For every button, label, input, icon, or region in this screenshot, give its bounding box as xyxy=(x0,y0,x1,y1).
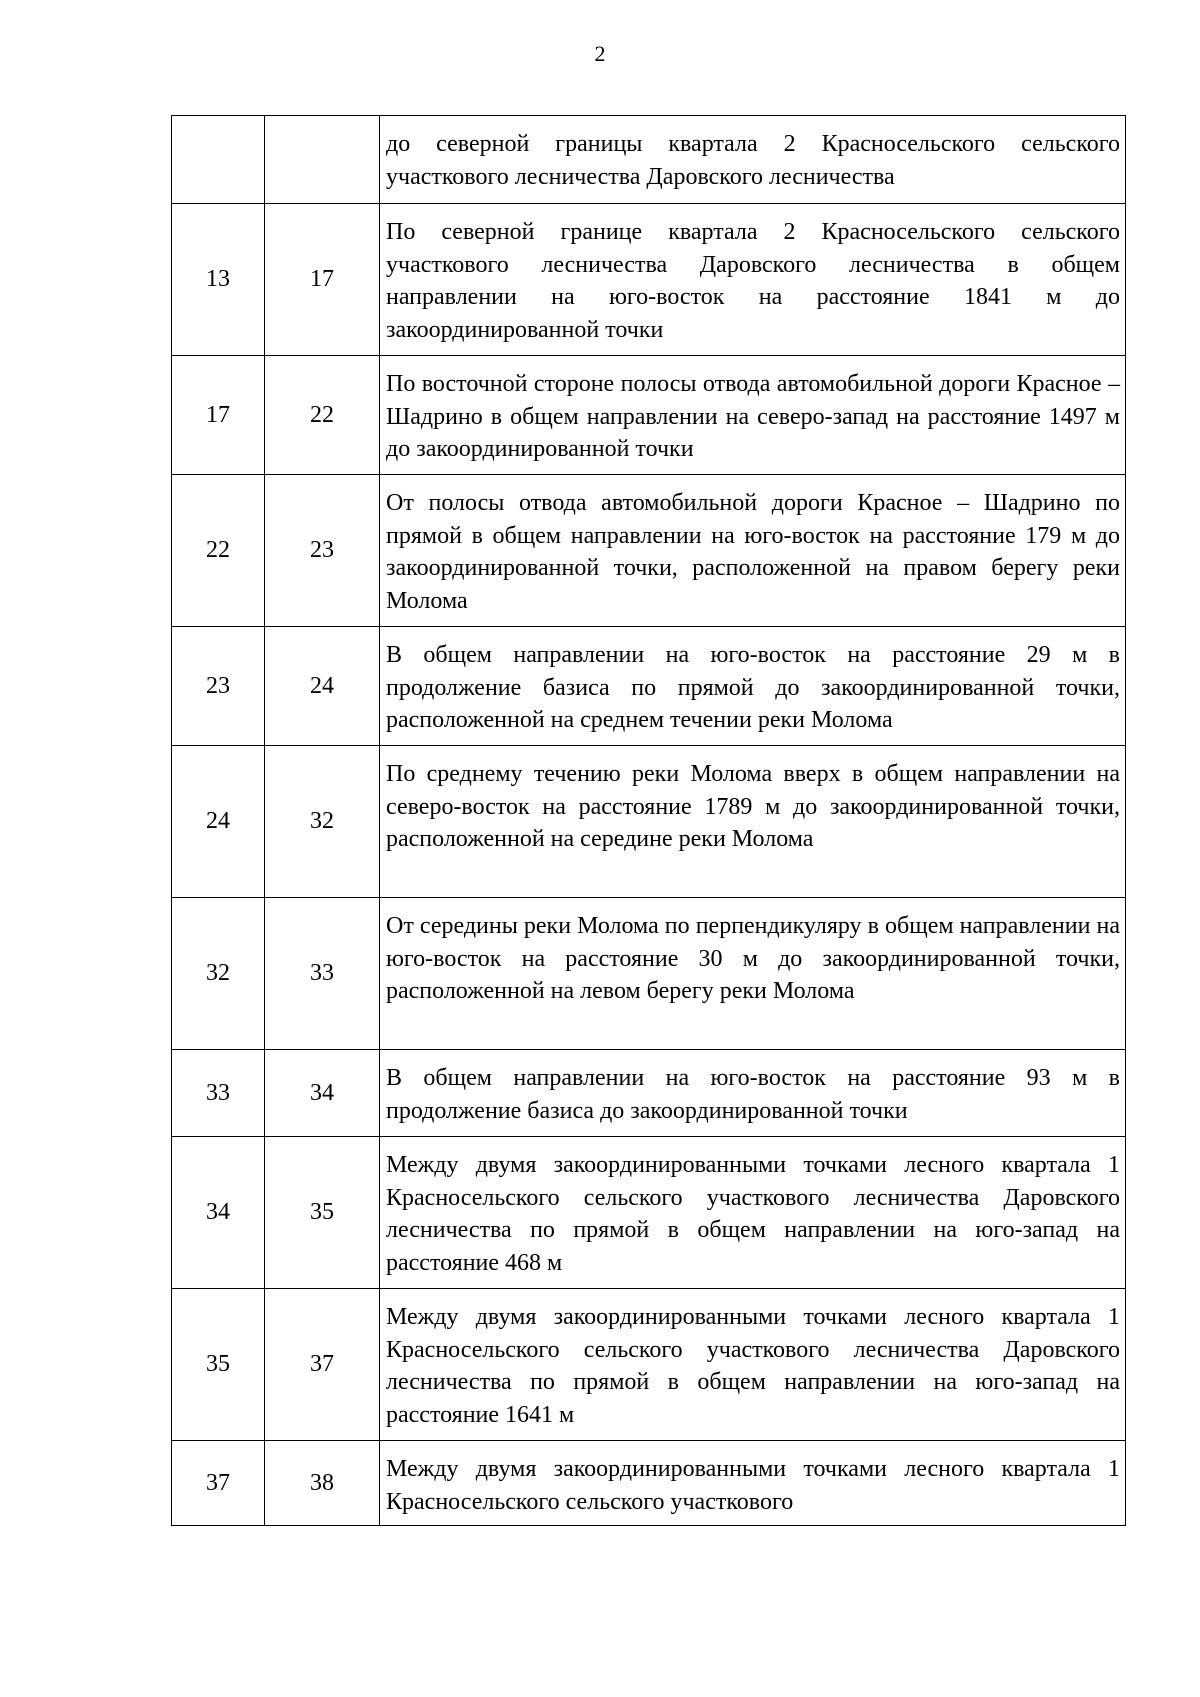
description-clip xyxy=(386,1453,1120,1523)
description-text: В общем направлении на юго-восток на расстояние 93 м в продолжение базиса до закоординированной точки xyxy=(386,1065,1120,1124)
point-from-cell: 37 xyxy=(172,1441,265,1526)
table-row xyxy=(172,356,1126,475)
point-to-cell: 37 xyxy=(265,1289,380,1441)
point-from-cell: 24 xyxy=(172,746,265,898)
point-to-cell: 22 xyxy=(265,356,380,475)
description-cell xyxy=(380,116,1126,204)
description-text: Между двумя закоординированными точками лесного квартала 1 Красносельского сельского участкового xyxy=(386,1456,1120,1515)
description-text: От полосы отвода автомобильной дороги Красное – Шадрино по прямой в общем направлении на юго-восток на расстояние 179 м до закоординированной точки, расположенной на правом берегу реки Молома xyxy=(386,490,1120,614)
point-from-cell: 32 xyxy=(172,898,265,1050)
table-row xyxy=(172,627,1126,746)
description-cell xyxy=(380,898,1126,1050)
table-row xyxy=(172,204,1126,356)
table-row xyxy=(172,1050,1126,1137)
description-cell xyxy=(380,204,1126,356)
table-row xyxy=(172,475,1126,627)
point-from-cell: 23 xyxy=(172,627,265,746)
description-text: От середины реки Молома по перпендикуляру в общем направлении на юго-восток на расстояние 30 м до закоординированной точки, расположенной на левом берегу реки Молома xyxy=(386,913,1120,1004)
point-from-cell: 22 xyxy=(172,475,265,627)
description-text: до северной границы квартала 2 Красносельского сельского участкового лесничества Даровского лесничества xyxy=(386,131,1120,190)
description-cell xyxy=(380,356,1126,475)
point-to-cell: 32 xyxy=(265,746,380,898)
description-text: По восточной стороне полосы отвода автомобильной дороги Красное – Шадрино в общем направлении на северо-запад на расстояние 1497 м до закоординированной точки xyxy=(386,371,1120,462)
description-cell xyxy=(380,1441,1126,1526)
description-text: В общем направлении на юго-восток на расстояние 29 м в продолжение базиса по прямой до закоординированной точки, расположенной на среднем течении реки Молома xyxy=(386,642,1120,733)
table-row xyxy=(172,898,1126,1050)
description-text: По среднему течению реки Молома вверх в общем направлении на северо-восток на расстояние 1789 м до закоординированной точки, расположенной на середине реки Молома xyxy=(386,761,1120,852)
description-cell xyxy=(380,1289,1126,1441)
point-from-cell: 17 xyxy=(172,356,265,475)
point-from-cell: 35 xyxy=(172,1289,265,1441)
point-from-cell: 34 xyxy=(172,1137,265,1289)
point-to-cell: 34 xyxy=(265,1050,380,1137)
boundary-description-table xyxy=(171,115,1126,1526)
description-cell xyxy=(380,746,1126,898)
description-text: По северной границе квартала 2 Красносельского сельского участкового лесничества Даровского лесничества в общем направлении на юго-восток на расстояние 1841 м до закоординированной точки xyxy=(386,219,1120,343)
point-to-cell: 33 xyxy=(265,898,380,1050)
table-row xyxy=(172,116,1126,204)
description-cell xyxy=(380,1137,1126,1289)
table-row xyxy=(172,1441,1126,1526)
description-text: Между двумя закоординированными точками лесного квартала 1 Красносельского сельского участкового лесничества Даровского лесничества по прямой в общем направлении на юго-запад на расстояние 1641 м xyxy=(386,1304,1120,1428)
point-from-cell xyxy=(172,116,265,204)
point-to-cell: 17 xyxy=(265,204,380,356)
point-to-cell xyxy=(265,116,380,204)
page-number: 2 xyxy=(594,41,606,66)
point-from-cell: 33 xyxy=(172,1050,265,1137)
table-row xyxy=(172,1137,1126,1289)
description-cell xyxy=(380,475,1126,627)
point-to-cell: 24 xyxy=(265,627,380,746)
table-row xyxy=(172,1289,1126,1441)
point-to-cell: 35 xyxy=(265,1137,380,1289)
point-from-cell: 13 xyxy=(172,204,265,356)
point-to-cell: 38 xyxy=(265,1441,380,1526)
table-row xyxy=(172,746,1126,898)
description-cell xyxy=(380,1050,1126,1137)
point-to-cell: 23 xyxy=(265,475,380,627)
description-cell xyxy=(380,627,1126,746)
description-text: Между двумя закоординированными точками лесного квартала 1 Красносельского сельского участкового лесничества Даровского лесничества по прямой в общем направлении на юго-запад на расстояние 468 м xyxy=(386,1152,1120,1276)
